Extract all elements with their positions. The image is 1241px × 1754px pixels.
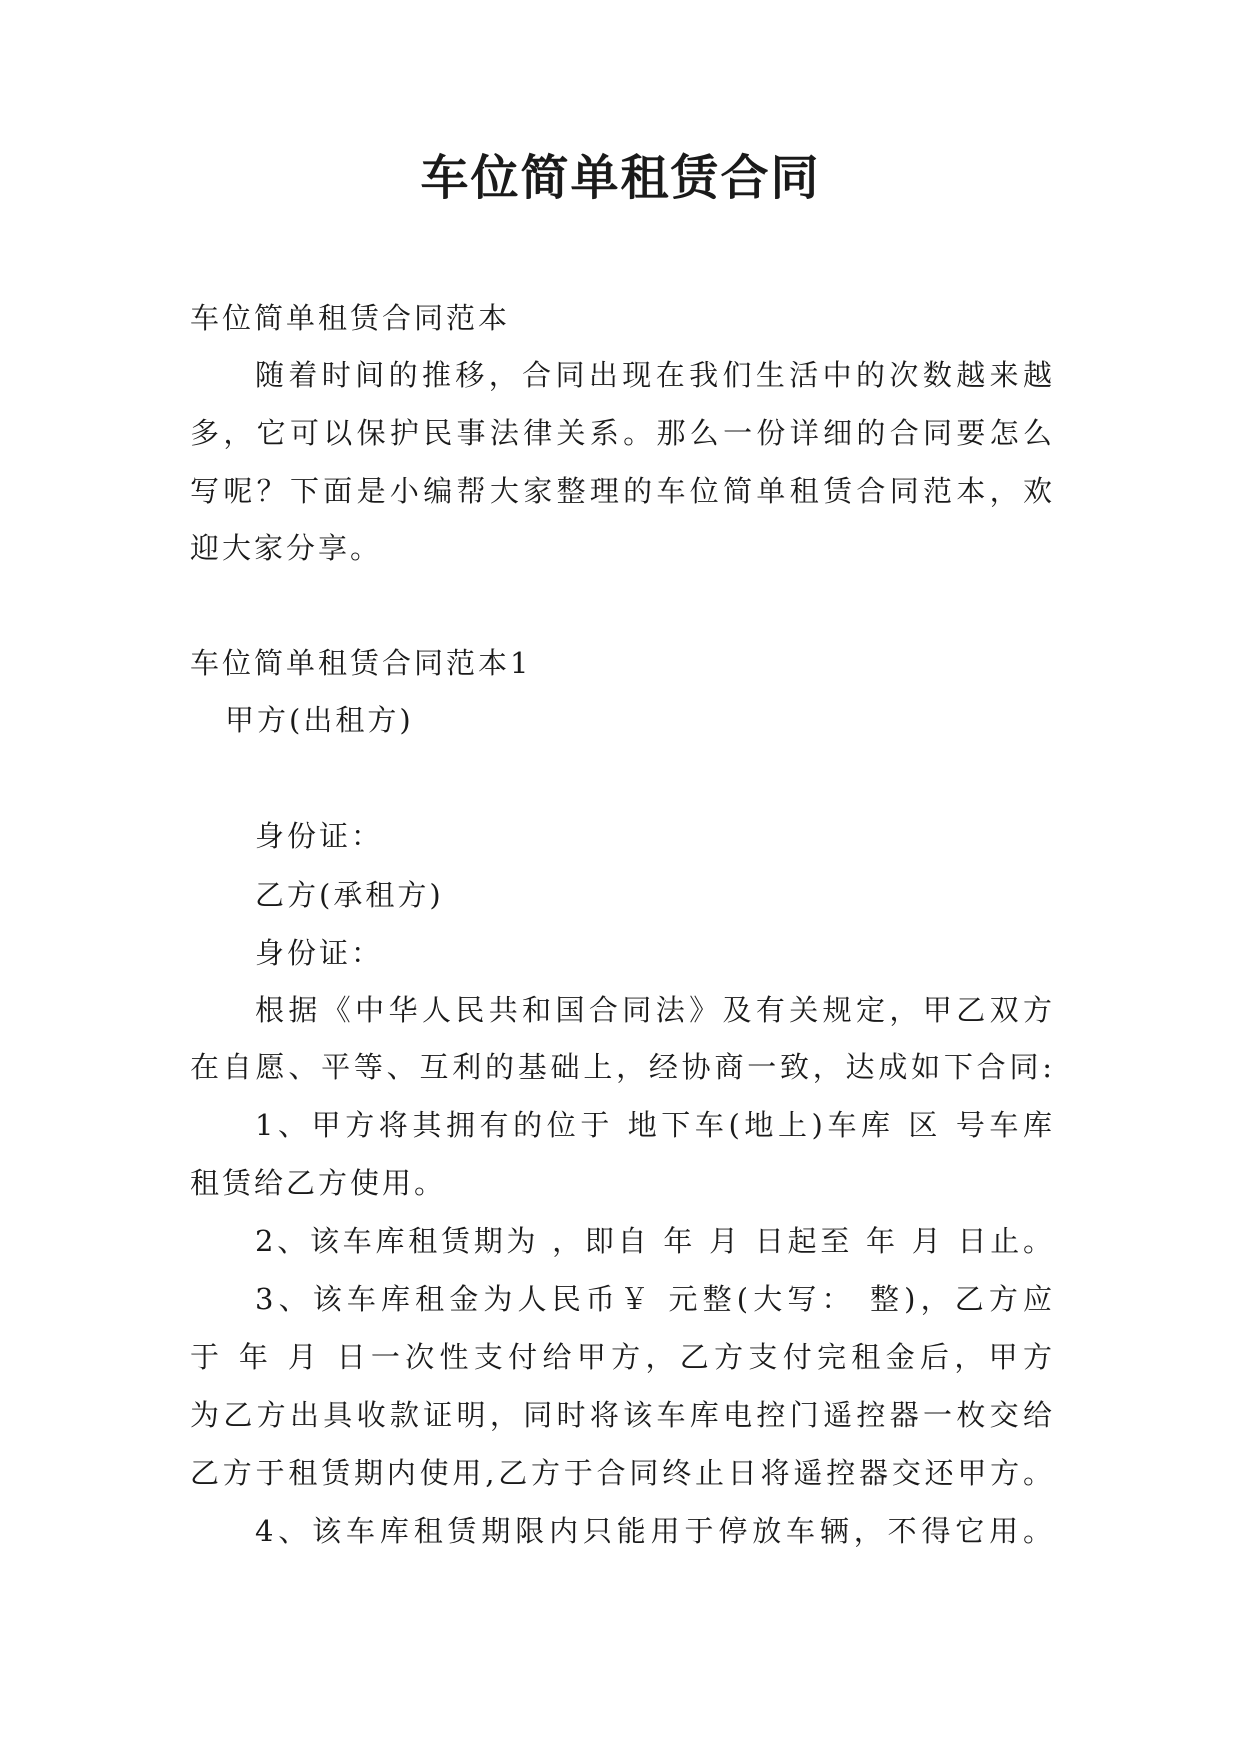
intro-line: 多，它可以保护民事法律关系。那么一份详细的合同要怎么 bbox=[190, 416, 1052, 450]
section-heading: 车位简单租赁合同范本 bbox=[190, 301, 511, 335]
intro-line: 随着时间的推移，合同出现在我们生活中的次数越来越 bbox=[255, 358, 1052, 392]
clause-3-line: 乙方于租赁期内使用,乙方于合同终止日将遥控器交还甲方。 bbox=[190, 1456, 1052, 1490]
contract-text-line: 在自愿、平等、互利的基础上，经协商一致，达成如下合同: bbox=[190, 1050, 1052, 1084]
clause-4-line: 4、该车库租赁期限内只能用于停放车辆，不得它用。 bbox=[255, 1514, 1052, 1548]
sample-heading: 车位简单租赁合同范本1 bbox=[190, 646, 532, 680]
clause-3-line: 于 年 月 日一次性支付给甲方，乙方支付完租金后，甲方 bbox=[190, 1340, 1052, 1374]
contract-text-line: 根据《中华人民共和国合同法》及有关规定，甲乙双方 bbox=[255, 993, 1052, 1027]
clause-3-line: 3、该车库租金为人民币￥ 元整(大写： 整)，乙方应 bbox=[255, 1282, 1052, 1316]
party-a-id-label: 身份证： bbox=[255, 819, 384, 853]
clause-1-line: 租赁给乙方使用。 bbox=[190, 1166, 447, 1200]
clause-1-line: 1、甲方将其拥有的位于 地下车(地上)车库 区 号车库 bbox=[255, 1108, 1052, 1142]
intro-line: 写呢？下面是小编帮大家整理的车位简单租赁合同范本，欢 bbox=[190, 474, 1052, 508]
clause-2-line: 2、该车库租赁期为 ，即自 年 月 日起至 年 月 日止。 bbox=[255, 1224, 1052, 1258]
intro-line: 迎大家分享。 bbox=[190, 531, 383, 565]
clause-3-line: 为乙方出具收款证明，同时将该车库电控门遥控器一枚交给 bbox=[190, 1398, 1052, 1432]
party-b-label: 乙方(承租方) bbox=[255, 878, 444, 912]
party-b-id-label: 身份证： bbox=[255, 936, 384, 970]
document-title: 车位简单租赁合同 bbox=[420, 150, 821, 206]
party-a-label: 甲方(出租方) bbox=[225, 703, 414, 737]
